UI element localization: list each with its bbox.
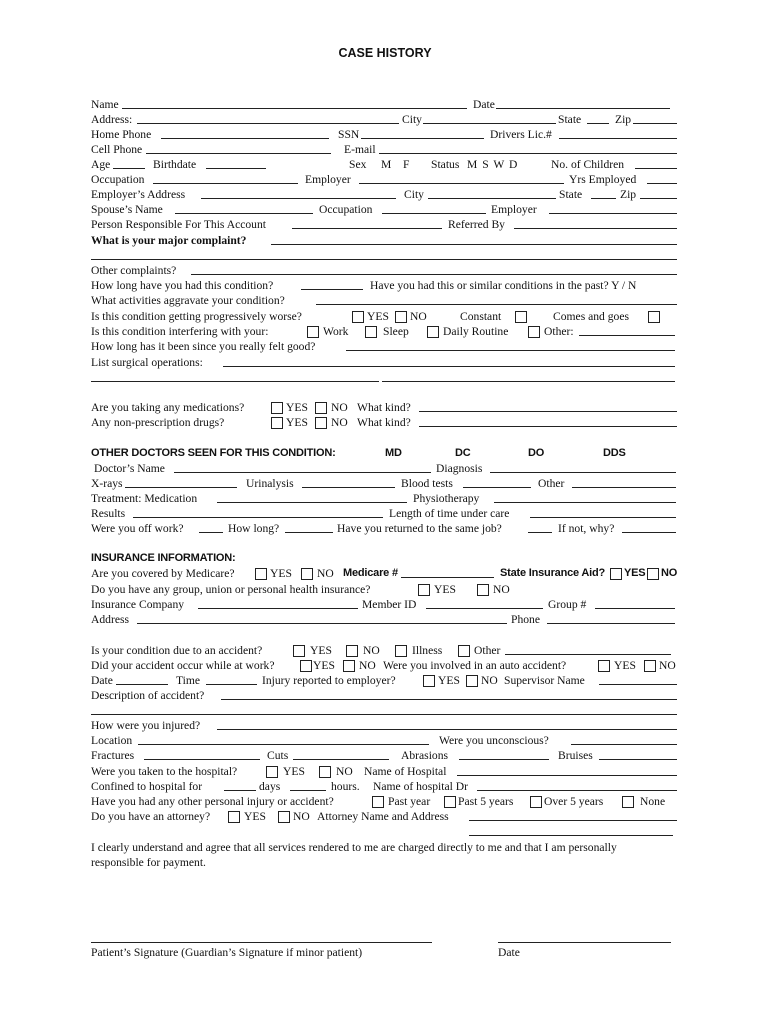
group-number-field[interactable]	[595, 608, 675, 609]
medications-no-checkbox[interactable]	[315, 402, 327, 414]
doctors-heading: OTHER DOCTORS SEEN FOR THIS CONDITION:	[91, 447, 336, 459]
hospital-dr-field[interactable]	[477, 790, 677, 791]
row-insurance-heading	[91, 551, 677, 566]
row-employer-address: Employer’s Address City State Zip	[91, 187, 677, 202]
length-of-care-field[interactable]	[530, 517, 676, 518]
auto-yes-checkbox[interactable]	[598, 660, 610, 672]
date-field[interactable]	[496, 108, 670, 109]
confined-days-field[interactable]	[224, 790, 256, 791]
row-signature-labels: Patient’s Signature (Guardian’s Signature if minor patient) Date	[91, 946, 520, 959]
row-home-phone: Home Phone SSN Drivers Lic.#	[91, 127, 677, 142]
nonpresc-no-checkbox[interactable]	[315, 417, 327, 429]
accident-other-field[interactable]	[505, 654, 671, 655]
patient-signature-line[interactable]	[91, 942, 432, 943]
accident-date-field[interactable]	[116, 684, 168, 685]
hospital-yes-checkbox[interactable]	[266, 766, 278, 778]
email-field[interactable]	[379, 153, 677, 154]
row-group-insurance: Do you have any group, union or personal health insurance? YES NO	[91, 583, 510, 596]
row-accident-date: Date Time Injury reported to employer? YES NO Supervisor Name	[91, 673, 677, 688]
md-option[interactable]: MD	[385, 447, 402, 459]
illness-checkbox[interactable]	[395, 645, 407, 657]
other-interfering-field[interactable]	[579, 335, 675, 336]
do-option[interactable]: DO	[528, 447, 545, 459]
how-long-field[interactable]	[301, 289, 363, 290]
row-at-work: Did your accident occur while at work? YES NO Were you involved in an auto accident? YES NO	[91, 659, 676, 672]
constant-checkbox[interactable]	[515, 311, 527, 323]
hospital-no-checkbox[interactable]	[319, 766, 331, 778]
city-field[interactable]	[423, 123, 556, 124]
same-job-field[interactable]	[528, 532, 552, 533]
fractures-field[interactable]	[144, 759, 260, 760]
row-responsible: Person Responsible For This Account Referred By	[91, 217, 677, 232]
bruises-field[interactable]	[599, 759, 677, 760]
row-spouse: Spouse’s Name Occupation Employer	[91, 202, 677, 217]
row-medicare: Are you covered by Medicare? YES NO Medicare # State Insurance Aid? YES NO	[91, 567, 678, 580]
surgical-line-2a[interactable]	[91, 381, 379, 382]
referred-by-field[interactable]	[514, 228, 677, 229]
doctors-other-field[interactable]	[572, 487, 676, 488]
sex-f-option[interactable]: F	[403, 158, 410, 171]
accident-time-field[interactable]	[206, 684, 257, 685]
attorney-yes-checkbox[interactable]	[228, 811, 240, 823]
row-treatment: Treatment: Medication Physiotherapy	[91, 491, 677, 506]
reported-yes-checkbox[interactable]	[423, 675, 435, 687]
major-complaint-field[interactable]	[271, 244, 677, 245]
work-checkbox[interactable]	[307, 326, 319, 338]
birthdate-field[interactable]	[206, 168, 266, 169]
occupation-field[interactable]	[153, 183, 298, 184]
employer-city-field[interactable]	[428, 198, 556, 199]
state-aid-no-checkbox[interactable]	[647, 568, 659, 580]
employer-zip-field[interactable]	[640, 198, 677, 199]
aggravate-field[interactable]	[316, 304, 677, 305]
treatment-field[interactable]	[217, 502, 407, 503]
row-address: Address: City State Zip	[91, 112, 677, 127]
home-phone-field[interactable]	[161, 138, 329, 139]
cuts-field[interactable]	[293, 759, 389, 760]
row-other-complaints: Other complaints?	[91, 263, 677, 278]
row-off-work: Were you off work? How long? Have you returned to the same job? If not, why?	[91, 521, 677, 536]
row-cell: Cell Phone E-mail	[91, 142, 677, 157]
member-id-field[interactable]	[426, 608, 543, 609]
signature-date-line[interactable]	[498, 942, 671, 943]
group-yes-checkbox[interactable]	[418, 584, 430, 596]
at-work-yes-checkbox[interactable]	[300, 660, 312, 672]
diagnosis-field[interactable]	[490, 472, 676, 473]
location-field[interactable]	[138, 744, 429, 745]
major-complaint-line-2[interactable]	[91, 259, 677, 260]
row-name: Name Date	[91, 97, 677, 112]
urinalysis-field[interactable]	[302, 487, 395, 488]
none-checkbox[interactable]	[622, 796, 634, 808]
row-medications: Are you taking any medications? YES NO What kind?	[91, 400, 677, 415]
attorney-name-field[interactable]	[469, 820, 677, 821]
row-location: Location Were you unconscious?	[91, 733, 677, 748]
surgical-line-2b[interactable]	[382, 381, 675, 382]
blood-tests-field[interactable]	[463, 487, 531, 488]
medicare-no-checkbox[interactable]	[301, 568, 313, 580]
drivers-lic-field[interactable]	[559, 138, 677, 139]
age-field[interactable]	[113, 168, 145, 169]
children-field[interactable]	[635, 168, 677, 169]
spouse-employer-field[interactable]	[549, 213, 677, 214]
sex-m-option[interactable]: M	[381, 158, 392, 171]
dds-option[interactable]: DDS	[603, 447, 626, 459]
ssn-field[interactable]	[361, 138, 484, 139]
row-description: Description of accident?	[91, 688, 677, 703]
row-worse: Is this condition getting progressively worse? YES NO Constant Comes and goes	[91, 309, 677, 324]
daily-routine-checkbox[interactable]	[427, 326, 439, 338]
row-xrays: X-rays Urinalysis Blood tests Other	[91, 476, 677, 491]
past5-checkbox[interactable]	[444, 796, 456, 808]
row-insurance-address: Address Phone	[91, 612, 677, 627]
row-insurance-company: Insurance Company Member ID Group #	[91, 597, 677, 612]
physiotherapy-field[interactable]	[494, 502, 676, 503]
confined-hours-field[interactable]	[290, 790, 326, 791]
row-interfering: Is this condition interfering with your: Work Sleep Daily Routine Other:	[91, 324, 677, 339]
if-not-why-field[interactable]	[622, 532, 676, 533]
medicare-number-field[interactable]	[401, 577, 494, 578]
attorney-no-checkbox[interactable]	[278, 811, 290, 823]
row-occupation: Occupation Employer Yrs Employed	[91, 172, 677, 187]
results-field[interactable]	[133, 517, 383, 518]
abrasions-field[interactable]	[459, 759, 549, 760]
xrays-field[interactable]	[125, 487, 237, 488]
row-felt-good: How long has it been since you really felt good?	[91, 339, 677, 354]
employer-field[interactable]	[359, 183, 564, 184]
spouse-name-field[interactable]	[175, 213, 313, 214]
unconscious-field[interactable]	[571, 744, 677, 745]
page-title: CASE HISTORY	[338, 46, 432, 60]
state-field[interactable]	[587, 123, 609, 124]
row-results: Results Length of time under care	[91, 506, 677, 521]
responsible-field[interactable]	[292, 228, 442, 229]
nonpresc-kind-field[interactable]	[419, 426, 677, 427]
accident-no-checkbox[interactable]	[346, 645, 358, 657]
employer-state-field[interactable]	[591, 198, 616, 199]
name-field[interactable]	[122, 108, 465, 109]
medications-yes-checkbox[interactable]	[271, 402, 283, 414]
off-work-field[interactable]	[199, 532, 223, 533]
sleep-checkbox[interactable]	[365, 326, 377, 338]
dc-option[interactable]: DC	[455, 447, 471, 459]
off-work-how-long-field[interactable]	[285, 532, 333, 533]
medicare-yes-checkbox[interactable]	[255, 568, 267, 580]
spouse-occupation-field[interactable]	[382, 213, 486, 214]
row-attorney: Do you have an attorney? YES NO Attorney Name and Address	[91, 809, 677, 824]
reported-no-checkbox[interactable]	[466, 675, 478, 687]
cell-phone-field[interactable]	[146, 153, 331, 154]
worse-yes-checkbox[interactable]	[352, 311, 364, 323]
row-hospital: Were you taken to the hospital? YES NO Name of Hospital	[91, 764, 677, 779]
insurance-address-field[interactable]	[137, 623, 507, 624]
group-no-checkbox[interactable]	[477, 584, 489, 596]
accident-other-checkbox[interactable]	[458, 645, 470, 657]
row-other-injury: Have you had any other personal injury or accident? Past year Past 5 years Over 5 years None	[91, 795, 666, 808]
comes-goes-checkbox[interactable]	[648, 311, 660, 323]
row-age: Age Birthdate Sex M F Status M S W D No. of Children	[91, 157, 677, 172]
row-aggravate: What activities aggravate your condition?	[91, 293, 677, 308]
similar-conditions-question: Have you had this or similar conditions in the past? Y / N	[370, 279, 637, 292]
description-field[interactable]	[221, 699, 677, 700]
address-field[interactable]	[137, 123, 399, 124]
row-doctors-heading	[91, 446, 677, 461]
row-doctor-name: Doctor’s Name Diagnosis	[91, 461, 677, 476]
description-line-2[interactable]	[91, 714, 677, 715]
how-injured-field[interactable]	[217, 729, 677, 730]
felt-good-field[interactable]	[346, 350, 675, 351]
row-confined: Confined to hospital for days hours. Name of hospital Dr	[91, 779, 677, 794]
accident-yes-checkbox[interactable]	[293, 645, 305, 657]
worse-no-checkbox[interactable]	[395, 311, 407, 323]
yrs-employed-field[interactable]	[647, 183, 677, 184]
other-complaints-field[interactable]	[191, 274, 677, 275]
state-aid-yes-checkbox[interactable]	[610, 568, 622, 580]
agreement-text: I clearly understand and agree that all services rendered to me are charged directly to me and that I am personally responsible for payment.	[91, 841, 617, 869]
row-major-complaint: What is your major complaint?	[91, 233, 677, 248]
over5-checkbox[interactable]	[530, 796, 542, 808]
auto-no-checkbox[interactable]	[644, 660, 656, 672]
past-year-checkbox[interactable]	[372, 796, 384, 808]
row-injuries: Fractures Cuts Abrasions Bruises	[91, 748, 677, 763]
row-nonprescription: Any non-prescription drugs? YES NO What kind?	[91, 415, 677, 430]
row-surgical: List surgical operations:	[91, 355, 677, 370]
status-options[interactable]: M S W D	[467, 158, 518, 171]
supervisor-field[interactable]	[599, 684, 677, 685]
row-how-injured: How were you injured?	[91, 718, 677, 733]
row-how-long: How long have you had this condition? Have you had this or similar conditions in the past? Y / N	[91, 279, 637, 292]
insurance-company-field[interactable]	[198, 608, 358, 609]
doctor-name-field[interactable]	[174, 472, 431, 473]
at-work-no-checkbox[interactable]	[343, 660, 355, 672]
row-accident-due: Is your condition due to an accident? YES NO Illness Other	[91, 643, 677, 658]
surgical-field[interactable]	[223, 366, 675, 367]
zip-field[interactable]	[633, 123, 677, 124]
insurance-phone-field[interactable]	[547, 623, 675, 624]
medications-kind-field[interactable]	[419, 411, 677, 412]
other-interfering-checkbox[interactable]	[528, 326, 540, 338]
attorney-address-line-2[interactable]	[469, 835, 673, 836]
insurance-heading: INSURANCE INFORMATION:	[91, 552, 236, 564]
employer-address-field[interactable]	[201, 198, 396, 199]
nonpresc-yes-checkbox[interactable]	[271, 417, 283, 429]
hospital-name-field[interactable]	[457, 775, 677, 776]
